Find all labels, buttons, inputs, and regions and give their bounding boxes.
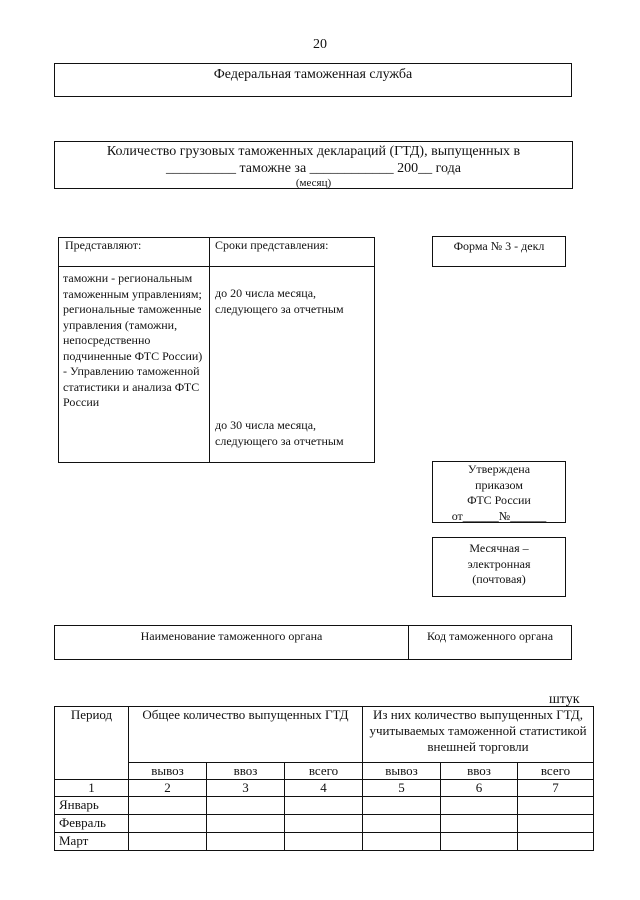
periodicity-line3: (почтовая) (472, 572, 526, 586)
periodicity-box (432, 537, 566, 597)
table-cell[interactable] (518, 833, 594, 851)
submission-header-divider (59, 266, 374, 267)
table-cell[interactable] (518, 797, 594, 815)
table-column-numbers-row (55, 780, 594, 797)
report-title-line1: Количество грузовых таможенных деклараций (ГТД), выпущенных в (106, 144, 521, 159)
sub-all-stat: всего (518, 763, 594, 780)
table-cell[interactable] (285, 815, 363, 833)
table-cell[interactable] (285, 797, 363, 815)
customs-body-name-label: Наименование таможенного органа (140, 629, 323, 643)
sub-export-stat: вывоз (363, 763, 441, 780)
periodicity-line1: Месячная – (469, 541, 529, 555)
submission-box (58, 237, 375, 463)
row-label-january: Январь (55, 797, 129, 815)
agency-name: Федеральная таможенная служба (213, 67, 413, 82)
table-subheader-row (55, 763, 594, 780)
approval-line4: от______№______ (451, 508, 547, 523)
declarations-table (54, 706, 594, 851)
sub-import-stat: ввоз (441, 763, 518, 780)
table-cell[interactable] (129, 815, 207, 833)
submission-deadline-1: до 20 числа месяца, следующего за отчетным (215, 286, 344, 316)
approval-text (433, 462, 565, 524)
units-label: штук (549, 692, 580, 707)
agency-box (54, 63, 572, 97)
table-cell[interactable] (129, 833, 207, 851)
table-row (55, 833, 594, 851)
col-number: 3 (207, 780, 285, 797)
form-number: Форма № 3 - декл (453, 239, 545, 253)
table-cell[interactable] (207, 815, 285, 833)
periodicity-line2: электронная (467, 556, 531, 571)
table-cell[interactable] (441, 833, 518, 851)
col-group-total-header: Общее количество выпущенных ГТД (129, 707, 363, 763)
table-cell[interactable] (207, 797, 285, 815)
col-number: 4 (285, 780, 363, 797)
report-title-line2: __________ таможне за ____________ 200__ года (166, 161, 461, 176)
table-cell[interactable] (207, 833, 285, 851)
table-header-row (55, 707, 594, 763)
table-cell[interactable] (285, 833, 363, 851)
submission-deadline-2: до 30 числа месяца, следующего за отчетным (215, 418, 344, 448)
col-number: 2 (129, 780, 207, 797)
col-number: 6 (441, 780, 518, 797)
report-title-month-hint: (месяц) (295, 177, 332, 189)
approval-line2: приказом (475, 477, 523, 492)
submission-divider (209, 238, 210, 462)
periodicity-text (433, 541, 565, 588)
form-number-box (432, 236, 566, 267)
col-period-header: Период (55, 707, 129, 780)
col-number: 7 (518, 780, 594, 797)
table-cell[interactable] (441, 797, 518, 815)
approval-line1: Утверждена (467, 462, 531, 476)
table-cell[interactable] (518, 815, 594, 833)
col-number: 1 (55, 780, 129, 797)
submission-who-header: Представляют: (65, 238, 142, 252)
row-label-march: Март (55, 833, 129, 851)
customs-body-code-label: Код таможенного органа (426, 629, 554, 643)
col-number: 5 (363, 780, 441, 797)
submission-deadline-header: Сроки представления: (215, 238, 329, 252)
approval-line3: ФТС России (467, 493, 531, 507)
table-row (55, 815, 594, 833)
row-label-february: Февраль (55, 815, 129, 833)
table-cell[interactable] (363, 833, 441, 851)
sub-import-total: ввоз (207, 763, 285, 780)
sub-export-total: вывоз (129, 763, 207, 780)
submission-who: таможни - региональным таможенным управлениям; региональные таможенные управления (таможни, непосредственно подчиненные ФТС России) - Управлению таможенной статистики и анализа ФТС России (63, 271, 203, 409)
sub-all-total: всего (285, 763, 363, 780)
approval-box (432, 461, 566, 523)
table-cell[interactable] (129, 797, 207, 815)
table-cell[interactable] (441, 815, 518, 833)
page-number: 20 (313, 37, 327, 52)
col-group-stat-header: Из них количество выпущенных ГТД, учитываемых таможенной статистикой внешней торговли (363, 707, 594, 763)
customs-body-box (54, 625, 572, 660)
report-title-box (54, 141, 573, 189)
table-cell[interactable] (363, 815, 441, 833)
table-row (55, 797, 594, 815)
table-cell[interactable] (363, 797, 441, 815)
